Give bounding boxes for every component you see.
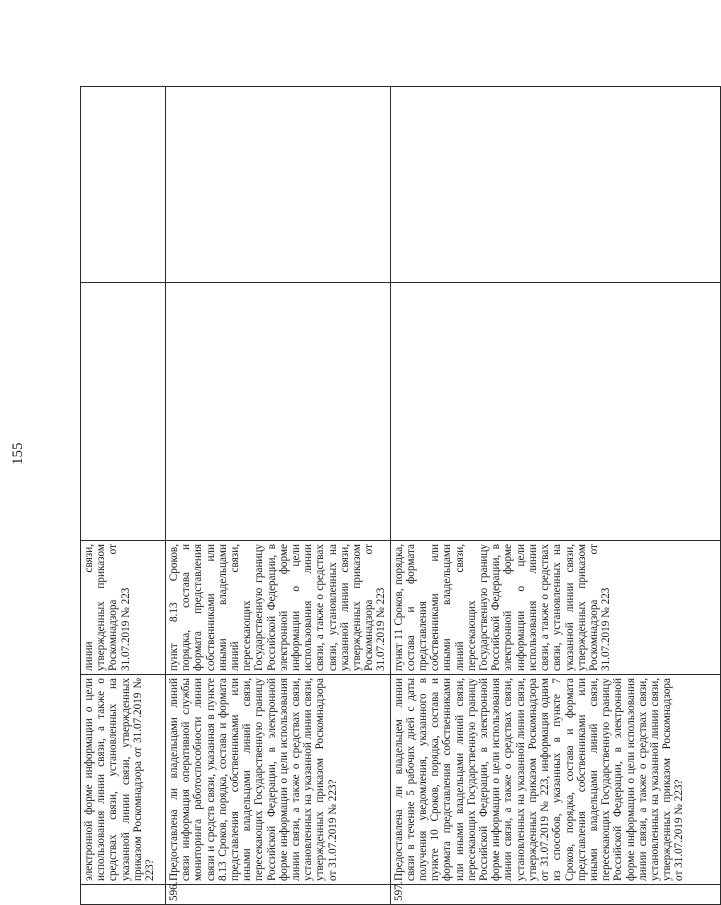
row-number: 596. [166, 885, 391, 905]
table-row [390, 87, 720, 905]
row-number [81, 885, 166, 905]
page-number: 155 [10, 442, 26, 465]
answer-cell-a [81, 283, 166, 541]
table-row [81, 87, 166, 905]
answer-cell-b [81, 87, 166, 283]
checklist-table [80, 86, 721, 905]
question-cell: электронной форме информации о цели использования линии связи, а также о средствах связи, установленных на указанной линии связи, утвержденных приказом Роскомнадзора от 31.07.2019 № 223? [81, 675, 166, 885]
row-number: 597. [390, 885, 720, 905]
answer-cell-b [390, 87, 720, 283]
reference-cell: пункт 8.13 Сроков, порядка, состава и формата представления собственниками или иными владельцами линий связи, пересекающих Государственную границу Российской Федерации, в электронной форме информации о цели использования линии связи, а также о средствах связи, установленных на указанной линии связи, утвержденных приказом Роскомнадзора от 31.07.2019 № 223 [166, 541, 391, 675]
reference-cell: пункт 11 Сроков, порядка, состава и формата представления собственниками или иными владельцами линий связи, пересекающих Государственную границу Российской Федерации, в электронной форме информации о цели использования линии связи, а также о средствах связи, установленных на указанной линии связи, утвержденных приказом Роскомнадзора от 31.07.2019 № 223 [390, 541, 720, 675]
question-cell: Предоставлена ли владельцами линий связи информация оперативной службы мониторинга работоспособности линии связи и средств связи, указанная в пункте 8.13 Сроков, порядка, состава и формата представления собственниками или иными владельцами линий связи, пересекающих Государственную границу Российской Федерации, в электронной форме информации о цели использования линии связи, а также о средствах связи, установленных на указанной линии связи, утвержденных приказом Роскомнадзора от 31.07.2019 № 223? [166, 675, 391, 885]
question-cell: Предоставлена ли владельцем линии связи в течение 5 рабочих дней с даты получения уведомления, указанного в пункте 10 Сроков, порядка, состава и формата представления собственниками или иными владельцами линий связи, пересекающих Государственную границу Российской Федерации, в электронной форме информации о цели использования линии связи, а также о средствах связи, установленных на указанной линии связи, утвержденных приказом Роскомнадзора от 31.07.2019 № 223, информация одним из способов, указанных в пункте 7 Сроков, порядка, состава и формата представления собственниками или иными владельцами линий связи, пересекающих Государственную границу Российской Федерации, в электронной форме информации о цели использования линии связи, а также о средствах связи, установленных на указанной линии связи, утвержденных приказом Роскомнадзора от 31.07.2019 № 223? [390, 675, 720, 885]
reference-cell: линии связи, утвержденных приказом Роскомнадзора от 31.07.2019 № 223 [81, 541, 166, 675]
answer-cell-b [166, 87, 391, 283]
table-row [166, 87, 391, 905]
answer-cell-a [390, 283, 720, 541]
answer-cell-a [166, 283, 391, 541]
